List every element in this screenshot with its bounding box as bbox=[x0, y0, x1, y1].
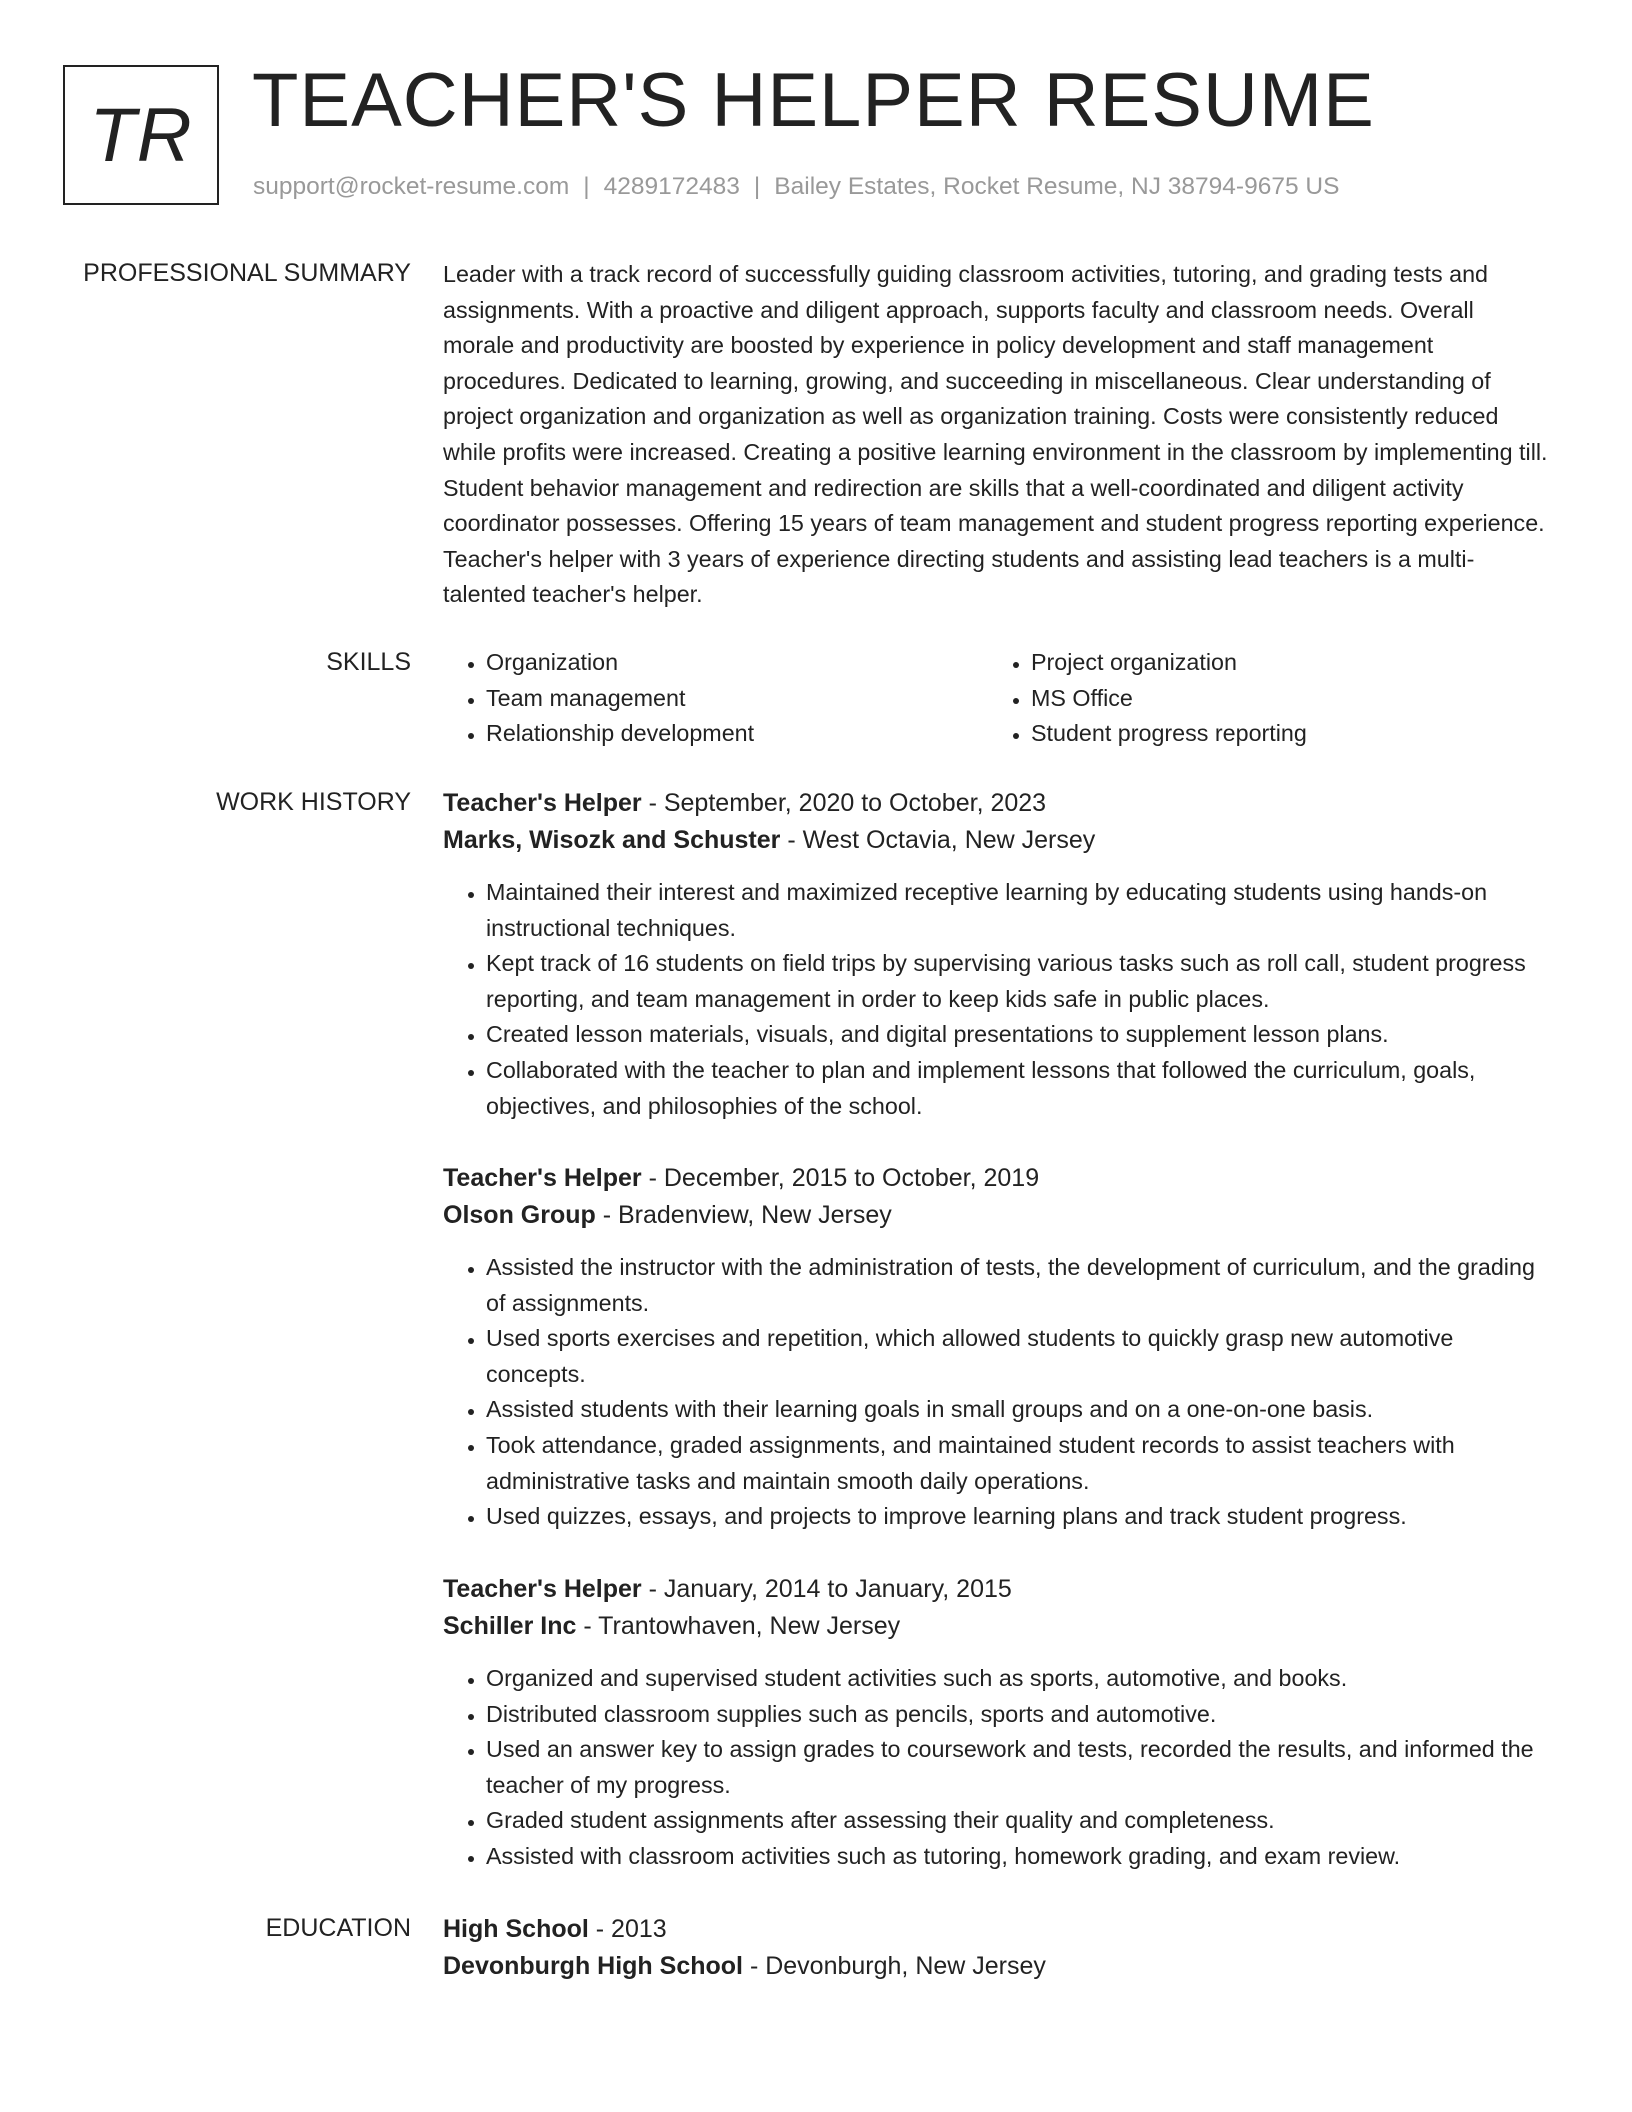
job-dates: - December, 2015 to October, 2019 bbox=[641, 1164, 1040, 1192]
job-bullet: • Assisted the instructor with the administration of tests, the development of curriculum, and the grading of assignments. bbox=[486, 1250, 1548, 1321]
education-degree-line bbox=[443, 1911, 1548, 1948]
job-entry bbox=[443, 1571, 1548, 1875]
job-bullets bbox=[443, 875, 1548, 1124]
job-location: - West Octavia, New Jersey bbox=[780, 826, 1096, 854]
section-label-summary: PROFESSIONAL SUMMARY bbox=[83, 259, 411, 287]
skill-item: • Student progress reporting bbox=[1031, 716, 1533, 752]
section-label-education: EDUCATION bbox=[265, 1914, 411, 1942]
job-title: Teacher's Helper bbox=[443, 1575, 642, 1603]
section-label-skills: SKILLS bbox=[326, 648, 411, 676]
job-bullets bbox=[443, 1661, 1548, 1875]
contact-address: Bailey Estates, Rocket Resume, NJ 38794-9675 US bbox=[774, 173, 1340, 200]
section-label-work-history: WORK HISTORY bbox=[216, 788, 411, 816]
education-location: - Devonburgh, New Jersey bbox=[743, 1952, 1046, 1980]
job-bullet: • Collaborated with the teacher to plan and implement lessons that followed the curriculum, goals, objectives, and philosophies of the school. bbox=[486, 1053, 1548, 1124]
skills-grid bbox=[443, 645, 1548, 752]
job-bullet: • Took attendance, graded assignments, and maintained student records to assist teachers with administrative tasks and maintain smooth daily operations. bbox=[486, 1428, 1548, 1499]
contact-email: support@rocket-resume.com bbox=[253, 173, 570, 200]
job-bullets bbox=[443, 1250, 1548, 1535]
monogram-logo: TR bbox=[63, 65, 219, 205]
skill-item: • MS Office bbox=[1031, 681, 1533, 717]
job-company-line bbox=[443, 1608, 1548, 1645]
job-entry bbox=[443, 785, 1548, 1124]
job-bullet: • Used an answer key to assign grades to coursework and tests, recorded the results, and informed the teacher of my progress. bbox=[486, 1732, 1548, 1803]
education-school-line bbox=[443, 1948, 1548, 1985]
job-location: - Trantowhaven, New Jersey bbox=[576, 1612, 901, 1640]
job-dates: - September, 2020 to October, 2023 bbox=[641, 789, 1047, 817]
resume-title: TEACHER'S HELPER RESUME bbox=[252, 58, 1375, 143]
job-company-line bbox=[443, 822, 1548, 859]
job-title-line bbox=[443, 785, 1548, 822]
skill-item: • Organization bbox=[486, 645, 988, 681]
education-degree: High School bbox=[443, 1915, 589, 1943]
contact-phone: 4289172483 bbox=[603, 173, 740, 200]
job-title-line bbox=[443, 1571, 1548, 1608]
job-bullet: • Used sports exercises and repetition, which allowed students to quickly grasp new automotive concepts. bbox=[486, 1321, 1548, 1392]
job-bullet: • Used quizzes, essays, and projects to improve learning plans and track student progress. bbox=[486, 1499, 1548, 1535]
skill-item: • Team management bbox=[486, 681, 988, 717]
skill-item: • Relationship development bbox=[486, 716, 988, 752]
job-entry bbox=[443, 1160, 1548, 1535]
job-title: Teacher's Helper bbox=[443, 1164, 642, 1192]
job-bullet: • Organized and supervised student activities such as sports, automotive, and books. bbox=[486, 1661, 1548, 1697]
job-location: - Bradenview, New Jersey bbox=[595, 1201, 892, 1229]
skill-item: • Project organization bbox=[1031, 645, 1533, 681]
education-school: Devonburgh High School bbox=[443, 1952, 743, 1980]
job-company: Marks, Wisozk and Schuster bbox=[443, 826, 781, 854]
job-bullet: • Assisted students with their learning goals in small groups and on a one-on-one basis. bbox=[486, 1392, 1548, 1428]
job-bullet: • Assisted with classroom activities such as tutoring, homework grading, and exam review. bbox=[486, 1839, 1548, 1875]
summary-text: Leader with a track record of successfully guiding classroom activities, tutoring, and grading tests and assignments. With a proactive and diligent approach, supports faculty and classroom needs. Overall morale and productivity are boosted by experience in policy development and staff management procedures. Dedicated to learning, growing, and succeeding in miscellaneous. Clear understanding of project organization and organization as well as organization training. Costs were consistently reduced while profits were increased. Creating a positive learning environment in the classroom by implementing till. Student behavior management and redirection are skills that a well-coordinated and diligent activity coordinator possesses. Offering 15 years of team management and student progress reporting experience. Teacher's helper with 3 years of experience directing students and assisting lead teachers is a multi-talented teacher's helper. bbox=[443, 261, 1548, 608]
summary-body bbox=[443, 257, 1548, 613]
education-entry bbox=[443, 1911, 1548, 1985]
job-dates: - January, 2014 to January, 2015 bbox=[641, 1575, 1012, 1603]
skills-column-right bbox=[988, 645, 1533, 752]
job-bullet: • Distributed classroom supplies such as pencils, sports and automotive. bbox=[486, 1697, 1548, 1733]
job-title-line bbox=[443, 1160, 1548, 1197]
job-bullet: • Maintained their interest and maximized receptive learning by educating students using hands-on instructional techniques. bbox=[486, 875, 1548, 946]
skills-column-left bbox=[443, 645, 988, 752]
job-company-line bbox=[443, 1197, 1548, 1234]
job-bullet: • Graded student assignments after assessing their quality and completeness. bbox=[486, 1803, 1548, 1839]
contact-separator: | bbox=[753, 173, 761, 200]
skills-body bbox=[443, 645, 1548, 752]
job-bullet: • Created lesson materials, visuals, and digital presentations to supplement lesson plans. bbox=[486, 1017, 1548, 1053]
job-title: Teacher's Helper bbox=[443, 789, 642, 817]
job-company: Schiller Inc bbox=[443, 1612, 577, 1640]
contact-line bbox=[253, 173, 1339, 201]
job-company: Olson Group bbox=[443, 1201, 596, 1229]
job-bullet: • Kept track of 16 students on field trips by supervising various tasks such as roll call, student progress reporting, and team management in order to keep kids safe in public places. bbox=[486, 946, 1548, 1017]
education-year: - 2013 bbox=[588, 1915, 667, 1943]
contact-separator: | bbox=[583, 173, 590, 200]
